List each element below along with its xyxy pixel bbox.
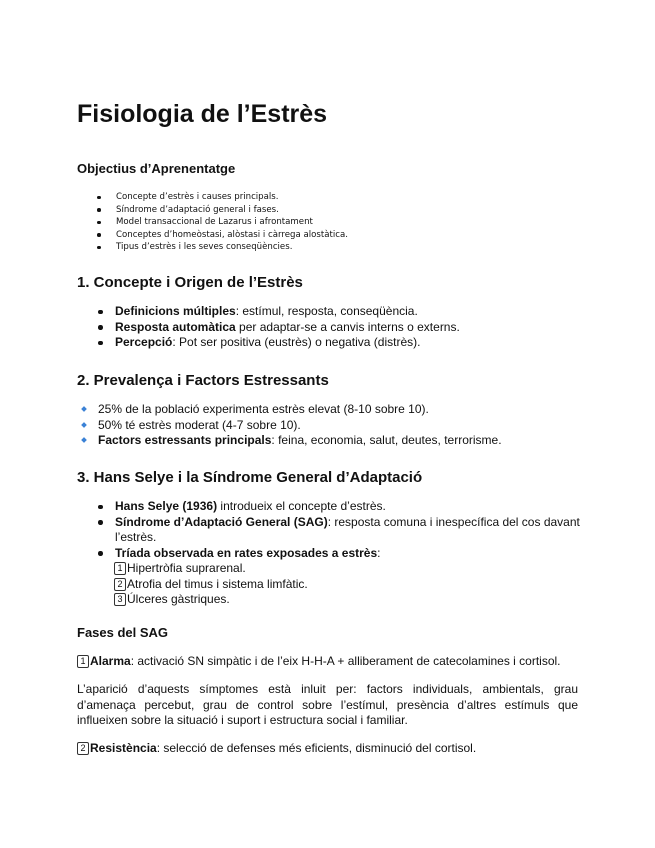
list-item (81, 418, 581, 434)
list-item (97, 335, 577, 351)
item-text: : resposta comuna i inespecífica del cos davant l’estrès. (115, 514, 580, 544)
list-item (114, 592, 308, 608)
list-item (81, 402, 581, 418)
list-item (97, 304, 577, 320)
section2-heading: 2. Prevalença i Factors Estressants (77, 372, 329, 389)
item-text: 25% de la població experimenta estrès elevat (8-10 sobre 10). (98, 402, 429, 416)
objectives-list (97, 191, 348, 254)
item-text: Atrofia del timus i sistema limfàtic. (127, 576, 308, 591)
item-text: : estímul, resposta, conseqüència. (235, 304, 418, 318)
number-badge: 3 (114, 593, 126, 606)
list-item (97, 320, 577, 336)
list-item (81, 433, 581, 449)
list-item (114, 561, 308, 577)
alarm-phase (77, 654, 578, 670)
item-text: : (377, 545, 381, 560)
item-text: : Pot ser positiva (eustrès) o negativa (distrès). (172, 335, 421, 349)
number-badge: 2 (114, 578, 126, 591)
list-item (97, 546, 581, 562)
item-bold: Factors estressants principals (98, 433, 272, 447)
item-text: per adaptar-se a canvis interns o externs. (235, 319, 460, 334)
item-text: 50% té estrès moderat (4-7 sobre 10). (98, 417, 301, 432)
item-text: : activació SN simpàtic i de l’eix H-H-A + alliberament de catecolamines i cortisol. (130, 654, 561, 668)
item-text: Úlceres gàstriques. (127, 592, 230, 606)
resistance-phase (77, 741, 578, 757)
item-text: introdueix el concepte d’estrès. (217, 499, 386, 513)
item-bold: Resposta automàtica (115, 319, 236, 334)
list-item: Tipus d’estrès i les seves conseqüències. (97, 241, 348, 254)
list-item (97, 499, 581, 515)
section1-heading: 1. Concepte i Origen de l’Estrès (77, 274, 303, 291)
list-item: Síndrome d’adaptació general i fases. (97, 204, 348, 217)
item-bold: Hans Selye (1936) (115, 499, 218, 513)
list-item: Model transaccional de Lazarus i afrontament (97, 216, 348, 229)
item-bold: Definicions múltiples (115, 304, 236, 318)
section3-list (97, 499, 581, 561)
item-text: : selecció de defenses més eficients, disminució del cortisol. (156, 741, 477, 755)
number-badge: 1 (77, 655, 89, 668)
number-badge: 2 (77, 742, 89, 755)
section3-heading: 3. Hans Selye i la Síndrome General d’Adaptació (77, 469, 423, 486)
item-bold: Percepció (115, 335, 173, 349)
page-title: Fisiologia de l’Estrès (77, 100, 328, 128)
number-badge: 1 (114, 562, 126, 575)
item-bold: Síndrome d’Adaptació General (SAG) (115, 514, 328, 529)
phases-heading: Fases del SAG (77, 625, 169, 640)
item-bold: Tríada observada en rates exposades a estrès (115, 545, 378, 560)
list-item: Conceptes d’homeòstasi, alòstasi i càrrega alostàtica. (97, 229, 348, 242)
item-bold: Alarma (90, 654, 131, 668)
item-bold: Resistència (90, 741, 157, 755)
symptoms-paragraph: L’aparició d’aquests símptomes està inluit per: factors individuals, ambientals, grau d’amenaça percebut, grau de control sobre l’estímul, presència d’altres estímuls que influeixen sobre la situació i suport i estructura social i familiar. (77, 682, 578, 727)
list-item: Concepte d’estrès i causes principals. (97, 191, 348, 204)
list-item (97, 515, 581, 546)
section1-list (97, 304, 577, 351)
section2-list (81, 402, 581, 449)
triad-list (114, 561, 308, 608)
item-text: Hipertròfia suprarenal. (127, 561, 246, 575)
item-text: : feina, economia, salut, deutes, terrorisme. (271, 433, 502, 447)
list-item (114, 577, 308, 593)
objectives-heading: Objectius d’Aprenentatge (77, 161, 236, 176)
